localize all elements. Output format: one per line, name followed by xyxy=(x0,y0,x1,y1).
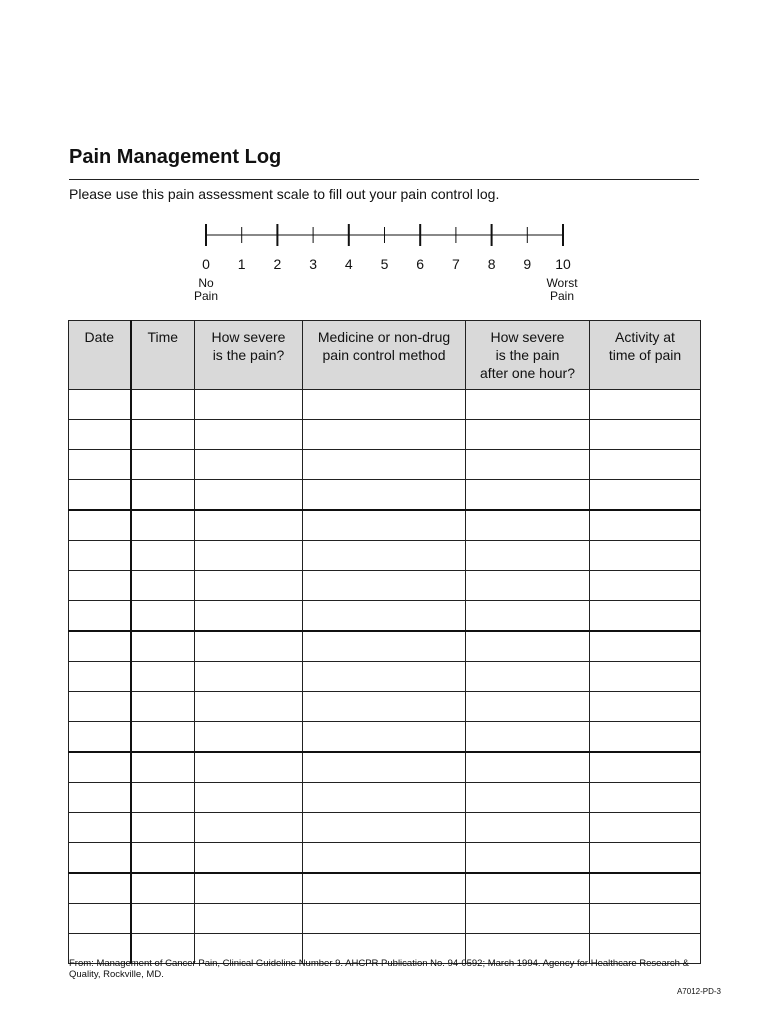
source-footnote: From: Management of Cancer Pain, Clinical Guideline Number 9. AHCPR Publication No. 94-0592; March 1994. Agency for Healthcare Research & Quality, Rockville, MD. xyxy=(69,958,689,980)
table-row xyxy=(69,662,701,692)
column-header-line: Date xyxy=(84,329,115,345)
table-body xyxy=(69,390,701,964)
log-entry-cell[interactable] xyxy=(590,873,701,904)
log-entry-cell[interactable] xyxy=(131,692,195,722)
log-entry-cell[interactable] xyxy=(69,873,131,904)
log-entry-cell[interactable] xyxy=(466,873,590,904)
log-entry-cell[interactable] xyxy=(131,662,195,692)
log-entry-cell[interactable] xyxy=(590,450,701,480)
log-entry-cell[interactable] xyxy=(131,541,195,571)
log-entry-cell[interactable] xyxy=(195,843,303,874)
log-entry-cell[interactable] xyxy=(303,843,466,874)
header-severity xyxy=(195,321,303,390)
log-entry-cell[interactable] xyxy=(69,662,131,692)
log-entry-cell[interactable] xyxy=(195,813,303,843)
log-entry-cell[interactable] xyxy=(195,601,303,632)
log-entry-cell[interactable] xyxy=(195,510,303,541)
log-entry-cell[interactable] xyxy=(466,813,590,843)
log-entry-cell[interactable] xyxy=(195,631,303,662)
column-header-line: Time xyxy=(147,329,179,345)
log-entry-cell[interactable] xyxy=(195,541,303,571)
log-entry-cell[interactable] xyxy=(466,601,590,632)
scale-tick-label: 6 xyxy=(416,256,425,272)
pain-assessment-scale xyxy=(180,215,600,310)
log-entry-cell[interactable] xyxy=(131,904,195,934)
log-entry-cell[interactable] xyxy=(590,480,701,511)
log-entry-cell[interactable] xyxy=(131,390,195,420)
header-activity xyxy=(590,321,701,390)
log-entry-cell[interactable] xyxy=(195,571,303,601)
column-header-line: after one hour? xyxy=(480,365,575,381)
scale-tick-label: 1 xyxy=(237,256,246,272)
log-entry-cell[interactable] xyxy=(466,692,590,722)
scale-tick-label: 0 xyxy=(202,256,210,272)
log-entry-cell[interactable] xyxy=(131,510,195,541)
log-entry-cell[interactable] xyxy=(303,480,466,511)
log-entry-cell[interactable] xyxy=(303,631,466,662)
log-entry-cell[interactable] xyxy=(195,662,303,692)
table-row xyxy=(69,783,701,813)
scale-anchor-worst-pain: Pain xyxy=(549,289,575,303)
log-entry-cell[interactable] xyxy=(466,752,590,783)
log-entry-cell[interactable] xyxy=(131,450,195,480)
log-entry-cell[interactable] xyxy=(69,783,131,813)
log-entry-cell[interactable] xyxy=(131,843,195,874)
log-entry-cell[interactable] xyxy=(131,722,195,753)
column-header-line: How severe xyxy=(490,329,565,345)
log-entry-cell[interactable] xyxy=(590,510,701,541)
column-header-line: pain control method xyxy=(322,347,446,363)
table-header-row xyxy=(69,321,701,390)
log-entry-cell[interactable] xyxy=(69,843,131,874)
page-title: Pain Management Log xyxy=(69,146,282,168)
log-entry-cell[interactable] xyxy=(195,783,303,813)
log-entry-cell[interactable] xyxy=(195,390,303,420)
log-entry-cell[interactable] xyxy=(303,873,466,904)
log-entry-cell[interactable] xyxy=(466,783,590,813)
log-entry-cell[interactable] xyxy=(466,631,590,662)
log-entry-cell[interactable] xyxy=(590,813,701,843)
log-entry-cell[interactable] xyxy=(131,873,195,904)
log-entry-cell[interactable] xyxy=(303,904,466,934)
column-header-line: is the pain? xyxy=(212,347,285,363)
column-header-line: How severe xyxy=(211,329,286,345)
log-entry-cell[interactable] xyxy=(69,813,131,843)
log-entry-cell[interactable] xyxy=(466,390,590,420)
log-entry-cell[interactable] xyxy=(466,571,590,601)
log-entry-cell[interactable] xyxy=(590,541,701,571)
log-entry-cell[interactable] xyxy=(131,480,195,511)
scale-tick-label: 7 xyxy=(452,256,460,272)
log-entry-cell[interactable] xyxy=(69,541,131,571)
table-row xyxy=(69,843,701,874)
log-entry-cell[interactable] xyxy=(303,662,466,692)
log-entry-cell[interactable] xyxy=(590,904,701,934)
log-entry-cell[interactable] xyxy=(69,420,131,450)
scale-tick-label: 10 xyxy=(555,256,571,272)
scale-anchor-worst-pain: Worst xyxy=(546,276,578,290)
log-entry-cell[interactable] xyxy=(69,722,131,753)
pain-log-table xyxy=(68,320,701,964)
log-entry-cell[interactable] xyxy=(466,480,590,511)
log-entry-cell[interactable] xyxy=(466,904,590,934)
log-entry-cell[interactable] xyxy=(466,843,590,874)
table-row xyxy=(69,873,701,904)
log-entry-cell[interactable] xyxy=(131,813,195,843)
table-row xyxy=(69,510,701,541)
log-entry-cell[interactable] xyxy=(69,904,131,934)
log-entry-cell[interactable] xyxy=(466,450,590,480)
table-row xyxy=(69,480,701,511)
header-method xyxy=(303,321,466,390)
scale-tick-label: 3 xyxy=(309,256,317,272)
table-row xyxy=(69,390,701,420)
log-entry-cell[interactable] xyxy=(69,450,131,480)
title-divider xyxy=(69,179,699,180)
log-entry-cell[interactable] xyxy=(590,843,701,874)
log-entry-cell[interactable] xyxy=(131,752,195,783)
log-entry-cell[interactable] xyxy=(303,390,466,420)
table-row xyxy=(69,601,701,632)
log-entry-cell[interactable] xyxy=(590,752,701,783)
table-row xyxy=(69,722,701,753)
scale-tick-label: 8 xyxy=(487,256,496,272)
log-entry-cell[interactable] xyxy=(303,783,466,813)
log-entry-cell[interactable] xyxy=(303,722,466,753)
table-row xyxy=(69,571,701,601)
log-entry-cell[interactable] xyxy=(466,662,590,692)
table-row xyxy=(69,420,701,450)
log-entry-cell[interactable] xyxy=(303,420,466,450)
log-entry-cell[interactable] xyxy=(195,692,303,722)
log-entry-cell[interactable] xyxy=(195,722,303,753)
form-code: A7012-PD-3 xyxy=(676,987,721,996)
log-entry-cell[interactable] xyxy=(303,752,466,783)
log-entry-cell[interactable] xyxy=(466,722,590,753)
header-time xyxy=(131,321,195,390)
table-row xyxy=(69,813,701,843)
scale-anchor-no-pain: Pain xyxy=(193,289,219,303)
header-date xyxy=(69,321,131,390)
scale-tick-label: 2 xyxy=(273,256,282,272)
column-header-line: Activity at xyxy=(615,329,675,345)
scale-tick-label: 5 xyxy=(380,256,389,272)
log-entry-cell[interactable] xyxy=(303,541,466,571)
table-row xyxy=(69,692,701,722)
log-entry-cell[interactable] xyxy=(590,631,701,662)
log-entry-cell[interactable] xyxy=(131,571,195,601)
log-entry-cell[interactable] xyxy=(590,420,701,450)
log-entry-cell[interactable] xyxy=(69,510,131,541)
table-row xyxy=(69,450,701,480)
log-entry-cell[interactable] xyxy=(303,571,466,601)
log-entry-cell[interactable] xyxy=(303,450,466,480)
table-row xyxy=(69,752,701,783)
log-entry-cell[interactable] xyxy=(303,692,466,722)
log-entry-cell[interactable] xyxy=(590,662,701,692)
log-entry-cell[interactable] xyxy=(69,390,131,420)
log-entry-cell[interactable] xyxy=(590,692,701,722)
log-entry-cell[interactable] xyxy=(69,571,131,601)
log-entry-cell[interactable] xyxy=(303,601,466,632)
log-entry-cell[interactable] xyxy=(195,450,303,480)
log-entry-cell[interactable] xyxy=(195,904,303,934)
table-row xyxy=(69,541,701,571)
scale-tick-label: 9 xyxy=(523,256,532,272)
log-entry-cell[interactable] xyxy=(303,813,466,843)
log-entry-cell[interactable] xyxy=(69,601,131,632)
log-entry-cell[interactable] xyxy=(590,783,701,813)
log-entry-cell[interactable] xyxy=(590,390,701,420)
log-entry-cell[interactable] xyxy=(590,722,701,753)
log-entry-cell[interactable] xyxy=(69,631,131,662)
log-entry-cell[interactable] xyxy=(131,601,195,632)
table-row xyxy=(69,904,701,934)
column-header-line: Medicine or non-drug xyxy=(317,329,451,345)
log-entry-cell[interactable] xyxy=(69,692,131,722)
log-entry-cell[interactable] xyxy=(590,601,701,632)
log-entry-cell[interactable] xyxy=(195,420,303,450)
log-entry-cell[interactable] xyxy=(131,420,195,450)
log-entry-cell[interactable] xyxy=(466,420,590,450)
instructions-text: Please use this pain assessment scale to fill out your pain control log. xyxy=(69,186,500,202)
log-entry-cell[interactable] xyxy=(131,631,195,662)
scale-tick-label: 4 xyxy=(344,256,353,272)
log-entry-cell[interactable] xyxy=(590,571,701,601)
log-entry-cell[interactable] xyxy=(195,873,303,904)
log-entry-cell[interactable] xyxy=(131,783,195,813)
scale-anchor-no-pain: No xyxy=(198,276,214,290)
log-entry-cell[interactable] xyxy=(303,510,466,541)
header-severity-after xyxy=(466,321,590,390)
table-row xyxy=(69,631,701,662)
log-entry-cell[interactable] xyxy=(195,752,303,783)
column-header-line: is the pain xyxy=(495,347,560,363)
log-entry-cell[interactable] xyxy=(466,541,590,571)
log-entry-cell[interactable] xyxy=(69,752,131,783)
log-entry-cell[interactable] xyxy=(195,480,303,511)
log-entry-cell[interactable] xyxy=(466,510,590,541)
column-header-line: time of pain xyxy=(608,347,682,363)
log-entry-cell[interactable] xyxy=(69,480,131,511)
